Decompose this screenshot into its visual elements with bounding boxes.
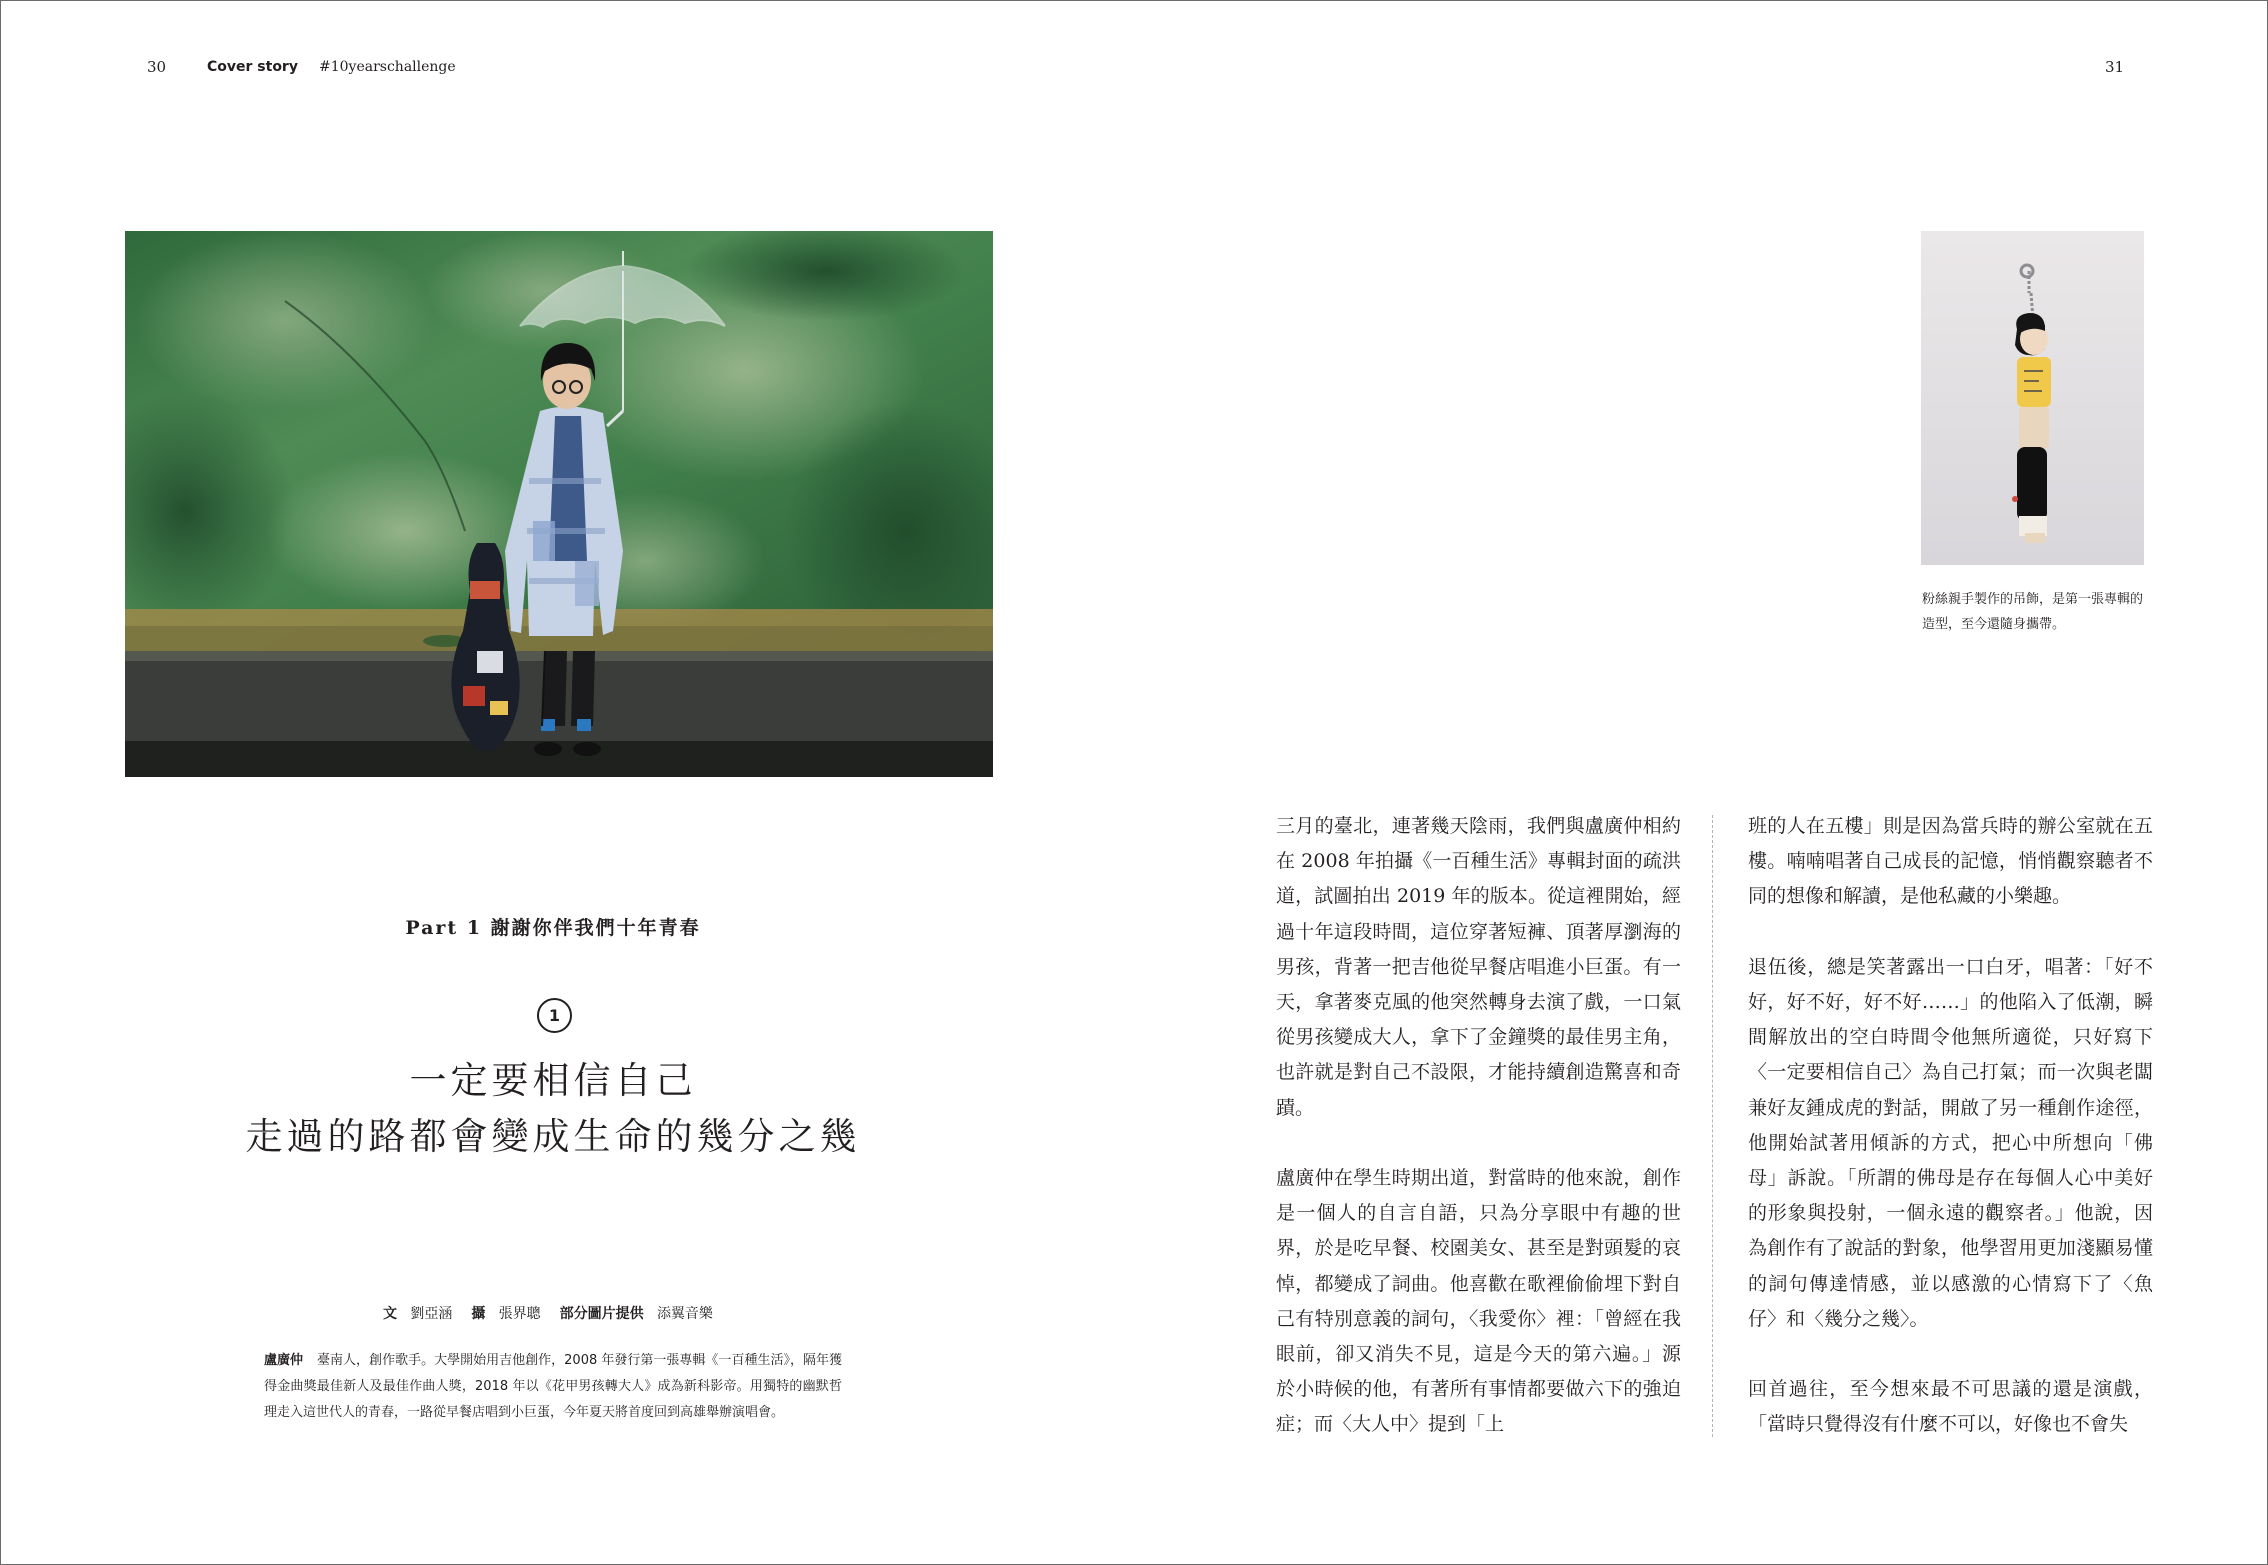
article-credits: [1, 1303, 1105, 1323]
credit-text-value: 劉亞涵: [410, 1306, 453, 1322]
bio-text: 臺南人，創作歌手。大學開始用吉他創作，2008 年發行第一張專輯《一百種生活》，隔年獲得金曲獎最佳新人及最佳作曲人獎，2018 年以《花甲男孩轉大人》成為新科影帝。用獨特的幽默哲理走入這世代人的青春，一路從早餐店唱到小巨蛋，今年夏天將首度回到高雄舉辦演唱會。: [264, 1353, 842, 1420]
artist-bio: [264, 1348, 842, 1426]
body-paragraph: 回首過往，至今想來最不可思議的還是演戲，「當時只覺得沒有什麼不可以，好像也不會失: [1748, 1378, 2153, 1436]
keychain-photo: [1921, 231, 2144, 565]
article-title: [1, 1053, 1105, 1165]
title-line-1: 一定要相信自己: [409, 1059, 697, 1102]
body-paragraph: 三月的臺北，連著幾天陰雨，我們與盧廣仲相約在 2008 年拍攝《一百種生活》專輯封面的疏洪道，試圖拍出 2019 年的版本。從這裡開始，經過十年這段時間，這位穿著短褲、頂著厚瀏海的男孩，背著一把吉他從早餐店唱進小巨蛋。有一天，拿著麥克風的他突然轉身去演了戲，一口氣從男孩變成大人，拿下了金鐘獎的最佳男主角，也許就是對自己不設限，才能持續創造驚喜和奇蹟。: [1276, 815, 1681, 1119]
body-column-1: [1276, 809, 1681, 1478]
credit-images-value: 添翼音樂: [656, 1306, 713, 1322]
left-page-number: 30: [147, 58, 167, 76]
body-paragraph: 班的人在五樓」則是因為當兵時的辦公室就在五樓。喃喃唱著自己成長的記憶，悄悄觀察聽者不同的想像和解讀，是他私藏的小樂趣。: [1748, 815, 2153, 908]
bio-name: 盧廣仲: [264, 1353, 304, 1368]
keychain-caption: 粉絲親手製作的吊飾，是第一張專輯的造型，至今還隨身攜帶。: [1922, 592, 2144, 632]
section-hashtag: #10yearschallenge: [319, 59, 456, 75]
right-page-number: 31: [2105, 58, 2125, 76]
title-line-2: 走過的路都會變成生命的幾分之幾: [245, 1115, 861, 1158]
section-name: Cover story: [207, 59, 298, 75]
credit-images-label: 部分圖片提供: [559, 1306, 644, 1322]
body-paragraph: 盧廣仲在學生時期出道，對當時的他來說，創作是一個人的自言自語，只為分享眼中有趣的世界，於是吃早餐、校園美女、甚至是對頭髮的哀悼，都變成了詞曲。他喜歡在歌裡偷偷埋下對自己有特別意義的詞句，〈我愛你〉裡：「曾經在我眼前，卻又消失不見，這是今天的第六遍。」源於小時候的他，有著所有事情都要做六下的強迫症；而〈大人中〉提到「上: [1276, 1167, 1681, 1436]
body-column-2: [1748, 809, 2153, 1478]
photo-umbrella-man-wall: [125, 231, 993, 777]
credit-photo-value: 張界聰: [498, 1306, 541, 1322]
credit-photo-label: 攝: [471, 1306, 486, 1322]
column-divider: [1712, 815, 1713, 1437]
part-label: Part 1 謝謝你伴我們十年青春: [405, 917, 701, 939]
chapter-number-badge: 1: [537, 998, 572, 1033]
photo-handmade-doll-keychain: [1921, 231, 2144, 565]
cover-photo: [125, 231, 993, 777]
credit-text-label: 文: [383, 1306, 398, 1322]
body-paragraph: 退伍後，總是笑著露出一口白牙，唱著：「好不好，好不好，好不好……」的他陷入了低潮，瞬間解放出的空白時間令他無所適從，只好寫下〈一定要相信自己〉為自己打氣；而一次與老闆兼好友鍾成虎的對話，開啟了另一種創作途徑，他開始試著用傾訴的方式，把心中所想向「佛母」訴說。「所謂的佛母是存在每個人心中美好的形象與投射，一個永遠的觀察者。」他說，因為創作有了說話的對象，他學習用更加淺顯易懂的詞句傳達情感，並以感激的心情寫下了〈魚仔〉和〈幾分之幾〉。: [1748, 955, 2153, 1330]
